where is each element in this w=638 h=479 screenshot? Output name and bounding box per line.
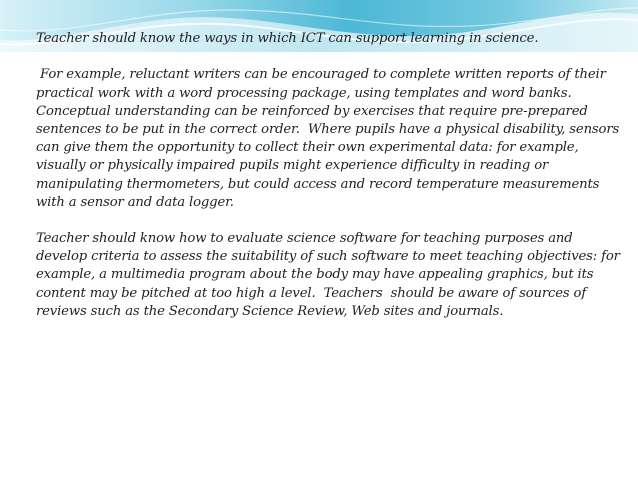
example-paragraph-line: manipulating thermometers, but could access and record temperature measurements [36, 176, 600, 192]
example-paragraph-line: sentences to be put in the correct order. Where pupils have a physical disability, sensors [36, 121, 620, 137]
slide-body-text [36, 30, 636, 321]
example-paragraph-line: can give them the opportunity to collect their own experimental data: for example, [36, 140, 579, 156]
intro-line: Teacher should know the ways in which ICT can support learning in science. [36, 31, 539, 46]
evaluate-paragraph-line: develop criteria to assess the suitability of such software to meet teaching objectives: for [36, 249, 620, 265]
paragraph-gap [36, 48, 636, 66]
evaluate-paragraph-line: reviews such as the Secondary Science Review, Web sites and journals. [36, 303, 504, 319]
evaluate-paragraph-line: example, a multimedia program about the body may have appealing graphics, but its [36, 267, 594, 283]
example-paragraph-line: visually or physically impaired pupils might experience difficulty in reading or [36, 158, 549, 174]
example-paragraph-line: For example, reluctant writers can be encouraged to complete written reports of their [36, 67, 606, 83]
example-paragraph-line: Conceptual understanding can be reinforced by exercises that require pre-prepared [36, 103, 588, 119]
example-paragraph-line: practical work with a word processing package, using templates and word banks. [36, 85, 572, 101]
paragraph-gap [36, 212, 636, 230]
evaluate-paragraph-line: content may be pitched at too high a level. Teachers should be aware of sources of [36, 285, 587, 301]
example-paragraph-line: with a sensor and data logger. [36, 194, 234, 210]
evaluate-paragraph-line: Teacher should know how to evaluate science software for teaching purposes and [36, 231, 573, 247]
